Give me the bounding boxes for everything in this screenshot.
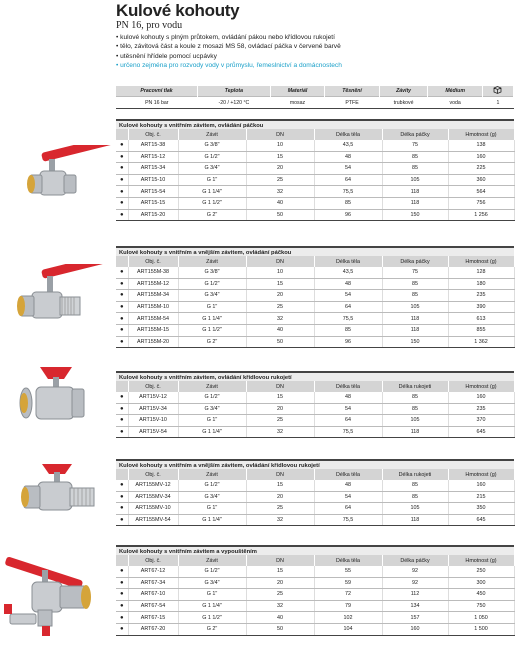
table-cell: 43,5: [314, 140, 382, 151]
stock-bullet: ●: [116, 491, 128, 503]
table-cell: 160: [448, 392, 514, 403]
table-cell: ART155M-15: [128, 324, 178, 336]
table-cell: ART15V-54: [128, 426, 178, 438]
table-row: [116, 415, 514, 427]
table-cell: ART67-20: [128, 623, 178, 635]
column-header: Obj. č.: [128, 555, 178, 566]
table-cell: 360: [448, 174, 514, 186]
column-header: DN: [246, 381, 314, 392]
table-row: [116, 426, 514, 438]
table-row: [116, 186, 514, 198]
table-cell: 20: [246, 577, 314, 589]
table-cell: ART67-12: [128, 566, 178, 577]
stock-bullet: ●: [116, 514, 128, 526]
table-cell: 75: [382, 140, 448, 151]
table-cell: G 3/4": [178, 163, 246, 175]
table-cell: 59: [314, 577, 382, 589]
table-cell: 15: [246, 151, 314, 163]
table-cell: 128: [448, 267, 514, 278]
table-cell: G 1": [178, 415, 246, 427]
table-cell: 235: [448, 290, 514, 302]
column-header: Obj. č.: [128, 469, 178, 480]
table-cell: 105: [382, 174, 448, 186]
table-cell: 750: [448, 600, 514, 612]
table-cell: ART15-38: [128, 140, 178, 151]
table-row: [116, 324, 514, 336]
spec-value: voda: [428, 97, 483, 109]
spec-value: mosaz: [270, 97, 325, 109]
table-cell: 645: [448, 426, 514, 438]
table-cell: 55: [314, 566, 382, 577]
table-cell: G 1": [178, 503, 246, 515]
product-table: [116, 256, 515, 348]
table-cell: 180: [448, 278, 514, 290]
table-cell: 75,5: [314, 186, 382, 198]
section-butterfly-internal-external: [116, 459, 514, 526]
table-cell: 85: [314, 324, 382, 336]
table-cell: 564: [448, 186, 514, 198]
table-cell: 112: [382, 589, 448, 601]
column-header: Délka páčky: [382, 129, 448, 140]
table-row: [116, 151, 514, 163]
table-cell: 150: [382, 209, 448, 221]
table-cell: 118: [382, 313, 448, 325]
spec-table: [116, 86, 514, 109]
table-cell: ART155MV-12: [128, 480, 178, 491]
table-row: [116, 480, 514, 491]
table-cell: ART15-54: [128, 186, 178, 198]
table-row: [116, 403, 514, 415]
stock-bullet: ●: [116, 600, 128, 612]
table-cell: 25: [246, 415, 314, 427]
spec-value: 1: [482, 97, 513, 109]
table-cell: ART155MV-10: [128, 503, 178, 515]
table-cell: 20: [246, 290, 314, 302]
table-cell: 160: [382, 623, 448, 635]
table-cell: 20: [246, 491, 314, 503]
table-cell: 118: [382, 186, 448, 198]
table-cell: 250: [448, 566, 514, 577]
column-header: Délka těla: [314, 381, 382, 392]
table-cell: ART155MV-54: [128, 514, 178, 526]
column-header: Obj. č.: [128, 381, 178, 392]
table-row: [116, 491, 514, 503]
stock-bullet: ●: [116, 186, 128, 198]
stock-bullet: ●: [116, 301, 128, 313]
spec-header: Pracovní tlak: [116, 86, 198, 97]
column-header: Hmotnost (g): [448, 381, 514, 392]
table-cell: 20: [246, 163, 314, 175]
table-cell: 32: [246, 186, 314, 198]
table-cell: G 2": [178, 209, 246, 221]
table-cell: 48: [314, 278, 382, 290]
section-lever-internal-external: [116, 246, 514, 348]
table-cell: ART67-15: [128, 612, 178, 624]
table-cell: ART15V-10: [128, 415, 178, 427]
table-cell: 160: [448, 480, 514, 491]
table-cell: ART15-12: [128, 151, 178, 163]
stock-bullet: ●: [116, 290, 128, 302]
table-cell: 1 256: [448, 209, 514, 221]
table-cell: G 1 1/2": [178, 324, 246, 336]
table-cell: 85: [382, 278, 448, 290]
table-cell: 390: [448, 301, 514, 313]
stock-bullet: ●: [116, 426, 128, 438]
table-cell: 300: [448, 577, 514, 589]
lever-valve-image: [2, 145, 112, 205]
column-header: Délka těla: [314, 469, 382, 480]
spec-value: -20 / +120 °C: [198, 97, 271, 109]
column-header: Délka těla: [314, 256, 382, 267]
table-cell: 613: [448, 313, 514, 325]
table-cell: G 1/2": [178, 566, 246, 577]
table-cell: ART67-10: [128, 589, 178, 601]
table-cell: ART15-34: [128, 163, 178, 175]
spec-header: Závity: [379, 86, 428, 97]
page-title: Kulové kohouty: [116, 1, 240, 20]
table-cell: G 1/2": [178, 480, 246, 491]
table-cell: 85: [382, 491, 448, 503]
table-cell: G 1": [178, 301, 246, 313]
table-cell: 79: [314, 600, 382, 612]
table-cell: 25: [246, 174, 314, 186]
column-header: Délka rukojeti: [382, 381, 448, 392]
table-row: [116, 163, 514, 175]
column-header: Závit: [178, 555, 246, 566]
table-cell: 85: [382, 480, 448, 491]
table-cell: 85: [382, 290, 448, 302]
table-cell: 50: [246, 623, 314, 635]
section-title: Kulové kohouty s vnitřním a vnějším závitem, ovládání páčkou: [116, 246, 514, 256]
section-drain: [116, 545, 514, 636]
stock-bullet: ●: [116, 336, 128, 348]
table-cell: ART15-10: [128, 174, 178, 186]
feature-item: • kulové kohouty s plným průtokem, ovládání pákou nebo křídlovou rukojetí: [116, 33, 342, 42]
column-header: Délka těla: [314, 129, 382, 140]
table-cell: G 1 1/4": [178, 426, 246, 438]
table-cell: 50: [246, 209, 314, 221]
column-header: Délka rukojeti: [382, 469, 448, 480]
table-row: [116, 612, 514, 624]
table-cell: 104: [314, 623, 382, 635]
table-cell: G 3/4": [178, 290, 246, 302]
table-row: [116, 392, 514, 403]
column-header: Hmotnost (g): [448, 129, 514, 140]
column-header: Hmotnost (g): [448, 256, 514, 267]
table-cell: ART15V-12: [128, 392, 178, 403]
column-header: Hmotnost (g): [448, 555, 514, 566]
column-header: Závit: [178, 469, 246, 480]
table-cell: 48: [314, 151, 382, 163]
table-cell: 64: [314, 415, 382, 427]
table-cell: 118: [382, 514, 448, 526]
stock-bullet: ●: [116, 577, 128, 589]
table-cell: 75,5: [314, 426, 382, 438]
table-cell: 350: [448, 503, 514, 515]
table-cell: 10: [246, 140, 314, 151]
section-title: Kulové kohouty s vnitřním závitem a vypouštěním: [116, 545, 514, 555]
table-row: [116, 197, 514, 209]
table-cell: 72: [314, 589, 382, 601]
stock-bullet: ●: [116, 163, 128, 175]
table-cell: ART15V-34: [128, 403, 178, 415]
drain-valve-image: [2, 548, 112, 648]
table-cell: ART15-20: [128, 209, 178, 221]
table-cell: 92: [382, 566, 448, 577]
table-cell: ART155MV-34: [128, 491, 178, 503]
stock-bullet: ●: [116, 197, 128, 209]
column-header: Závit: [178, 256, 246, 267]
table-cell: ART155M-10: [128, 301, 178, 313]
spec-header: Těsnění: [325, 86, 380, 97]
stock-bullet: ●: [116, 612, 128, 624]
table-row: [116, 503, 514, 515]
column-header: Obj. č.: [128, 129, 178, 140]
table-cell: ART155M-20: [128, 336, 178, 348]
table-row: [116, 209, 514, 221]
table-cell: 54: [314, 163, 382, 175]
table-cell: G 3/4": [178, 491, 246, 503]
section-title: Kulové kohouty s vnitřním závitem, ovládání páčkou: [116, 119, 514, 129]
table-cell: G 1 1/4": [178, 600, 246, 612]
table-cell: G 1 1/4": [178, 514, 246, 526]
table-cell: 40: [246, 324, 314, 336]
column-header: DN: [246, 129, 314, 140]
table-cell: 85: [382, 163, 448, 175]
table-cell: 25: [246, 301, 314, 313]
stock-bullet: ●: [116, 392, 128, 403]
table-cell: 105: [382, 301, 448, 313]
table-cell: ART15-15: [128, 197, 178, 209]
table-row: [116, 301, 514, 313]
table-cell: 118: [382, 426, 448, 438]
table-cell: 756: [448, 197, 514, 209]
table-cell: 96: [314, 336, 382, 348]
stock-bullet: ●: [116, 589, 128, 601]
stock-bullet: ●: [116, 151, 128, 163]
spec-value: PN 16 bar: [116, 97, 198, 109]
table-cell: 645: [448, 514, 514, 526]
butterfly-valve-image: [2, 365, 112, 429]
table-cell: G 1 1/2": [178, 197, 246, 209]
stock-bullet: ●: [116, 403, 128, 415]
table-cell: 105: [382, 415, 448, 427]
table-cell: 54: [314, 290, 382, 302]
table-cell: G 1 1/4": [178, 186, 246, 198]
section-lever-internal: [116, 119, 514, 221]
table-cell: 85: [314, 197, 382, 209]
lever-valve-image: [2, 264, 112, 332]
table-row: [116, 577, 514, 589]
section-title: Kulové kohouty s vnitřním závitem, ovládání křídlovou rukojetí: [116, 371, 514, 381]
column-header: Délka páčky: [382, 256, 448, 267]
table-cell: 855: [448, 324, 514, 336]
table-cell: 138: [448, 140, 514, 151]
table-cell: 75,5: [314, 313, 382, 325]
table-cell: 40: [246, 197, 314, 209]
table-cell: 15: [246, 392, 314, 403]
spec-value: trubkové: [379, 97, 428, 109]
table-cell: G 1/2": [178, 392, 246, 403]
table-cell: G 3/4": [178, 403, 246, 415]
table-cell: G 1/2": [178, 278, 246, 290]
table-cell: 150: [382, 336, 448, 348]
column-header: DN: [246, 256, 314, 267]
table-cell: 102: [314, 612, 382, 624]
product-table: [116, 129, 515, 221]
column-header: Obj. č.: [128, 256, 178, 267]
stock-bullet: ●: [116, 566, 128, 577]
table-cell: 235: [448, 403, 514, 415]
table-cell: G 3/8": [178, 140, 246, 151]
table-cell: 54: [314, 491, 382, 503]
table-cell: 25: [246, 503, 314, 515]
table-cell: 157: [382, 612, 448, 624]
table-cell: 43,5: [314, 267, 382, 278]
column-header: Délka těla: [314, 555, 382, 566]
spec-header: Médium: [428, 86, 483, 97]
table-cell: 20: [246, 403, 314, 415]
column-header: Závit: [178, 381, 246, 392]
page-subtitle: PN 16, pro vodu: [116, 20, 183, 31]
table-cell: 75: [382, 267, 448, 278]
table-cell: 64: [314, 301, 382, 313]
table-cell: 50: [246, 336, 314, 348]
column-header: DN: [246, 555, 314, 566]
table-row: [116, 174, 514, 186]
column-header: DN: [246, 469, 314, 480]
stock-bullet: ●: [116, 174, 128, 186]
stock-bullet: ●: [116, 209, 128, 221]
table-cell: 105: [382, 503, 448, 515]
stock-bullet: ●: [116, 415, 128, 427]
butterfly-valve-image: [2, 462, 112, 520]
package-icon: [482, 86, 513, 97]
stock-bullet: ●: [116, 480, 128, 491]
stock-bullet: ●: [116, 267, 128, 278]
table-cell: 75,5: [314, 514, 382, 526]
table-row: [116, 140, 514, 151]
table-cell: 85: [382, 403, 448, 415]
table-cell: 370: [448, 415, 514, 427]
table-row: [116, 589, 514, 601]
table-cell: G 1": [178, 589, 246, 601]
table-row: [116, 267, 514, 278]
table-cell: 15: [246, 278, 314, 290]
table-cell: 225: [448, 163, 514, 175]
table-cell: 85: [382, 392, 448, 403]
product-table: [116, 469, 515, 526]
stock-bullet: ●: [116, 324, 128, 336]
table-cell: 134: [382, 600, 448, 612]
table-cell: 118: [382, 324, 448, 336]
column-header: Hmotnost (g): [448, 469, 514, 480]
table-cell: ART155M-38: [128, 267, 178, 278]
table-cell: 48: [314, 392, 382, 403]
table-cell: ART67-54: [128, 600, 178, 612]
table-cell: 25: [246, 589, 314, 601]
table-cell: 85: [382, 151, 448, 163]
section-butterfly-internal: [116, 371, 514, 438]
spec-header: Materiál: [270, 86, 325, 97]
table-row: [116, 290, 514, 302]
table-cell: ART67-34: [128, 577, 178, 589]
table-row: [116, 566, 514, 577]
stock-bullet: ●: [116, 313, 128, 325]
table-cell: G 2": [178, 623, 246, 635]
column-header: Délka páčky: [382, 555, 448, 566]
table-cell: 40: [246, 612, 314, 624]
column-header: Závit: [178, 129, 246, 140]
table-cell: 92: [382, 577, 448, 589]
table-row: [116, 623, 514, 635]
spec-value: PTFE: [325, 97, 380, 109]
table-cell: 118: [382, 197, 448, 209]
spec-header: Teplota: [198, 86, 271, 97]
table-cell: G 1 1/4": [178, 313, 246, 325]
table-cell: G 1": [178, 174, 246, 186]
table-cell: 32: [246, 514, 314, 526]
stock-bullet: ●: [116, 503, 128, 515]
table-cell: 64: [314, 503, 382, 515]
table-cell: 1 362: [448, 336, 514, 348]
table-row: [116, 514, 514, 526]
feature-list: [116, 33, 342, 70]
table-cell: 160: [448, 151, 514, 163]
table-row: [116, 313, 514, 325]
table-cell: 48: [314, 480, 382, 491]
table-cell: 1 500: [448, 623, 514, 635]
table-cell: 96: [314, 209, 382, 221]
table-cell: ART155M-54: [128, 313, 178, 325]
product-table: [116, 555, 515, 636]
table-cell: G 3/4": [178, 577, 246, 589]
stock-bullet: ●: [116, 623, 128, 635]
table-cell: 54: [314, 403, 382, 415]
feature-item: • tělo, závitová část a koule z mosazi MS 58, ovládací páčka v červené barvě: [116, 42, 342, 51]
feature-item: • utěsnění hřídele pomocí ucpávky: [116, 52, 342, 61]
table-cell: G 2": [178, 336, 246, 348]
product-table: [116, 381, 515, 438]
table-row: [116, 336, 514, 348]
table-cell: G 3/8": [178, 267, 246, 278]
section-title: Kulové kohouty s vnitřním a vnějším závitem, ovládání křídlovou rukojetí: [116, 459, 514, 469]
table-cell: 450: [448, 589, 514, 601]
table-cell: 1 050: [448, 612, 514, 624]
table-cell: 32: [246, 600, 314, 612]
feature-item-highlight: • určeno zejména pro rozvody vody v průmyslu, řemeslnictví a domácnostech: [116, 61, 342, 70]
table-cell: 215: [448, 491, 514, 503]
stock-bullet: ●: [116, 140, 128, 151]
table-cell: G 1 1/2": [178, 612, 246, 624]
table-cell: ART155M-12: [128, 278, 178, 290]
stock-bullet: ●: [116, 278, 128, 290]
table-cell: 32: [246, 426, 314, 438]
table-cell: 64: [314, 174, 382, 186]
table-cell: 10: [246, 267, 314, 278]
table-row: [116, 600, 514, 612]
table-cell: G 1/2": [178, 151, 246, 163]
table-cell: 15: [246, 566, 314, 577]
table-cell: 15: [246, 480, 314, 491]
table-cell: ART155M-34: [128, 290, 178, 302]
table-row: [116, 278, 514, 290]
table-cell: 32: [246, 313, 314, 325]
